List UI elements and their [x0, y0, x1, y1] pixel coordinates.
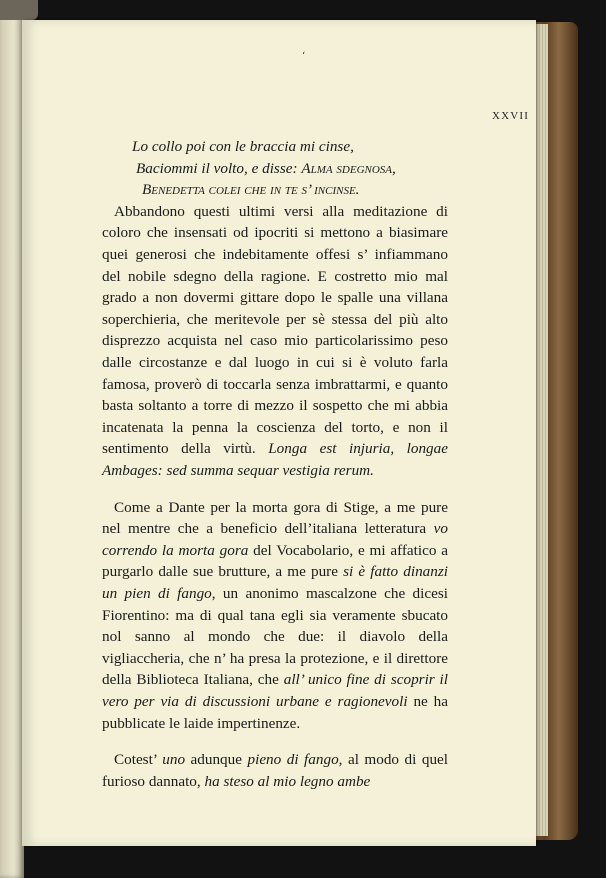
paragraph-1-run-latin: Longa est injuria, longae Ambages: sed summa sequar vestigia rerum.: [102, 440, 448, 479]
page-number: XXVII: [492, 110, 530, 122]
left-page-edge: [0, 0, 24, 878]
paragraph-3-run: adunque: [185, 751, 248, 769]
paragraph-2-run-italic: si è fatto dinanzi un pien di fango: [102, 563, 448, 603]
paragraph-3-run-italic: uno: [162, 751, 186, 769]
paragraph-3-run: Cotest’: [114, 751, 163, 769]
paragraph-2-run: , un anonimo mascalzone che dicesi Fiorentino: ma di qual tana egli sia veramente sbucato nol sanno al mondo che due: il diavolo della vigliaccheria, che n’ ha presa la protezione, e il direttore della Biblioteca Italiana, che: [102, 585, 448, 689]
top-mark: ‘: [302, 51, 306, 62]
paragraph-2-run: Come a Dante per la morta gora di Stige, a me pure nel mentre che a beneficio dell’italiana letteratura: [102, 498, 448, 538]
verse-line-1-text: Lo collo poi con le braccia mi cinse,: [132, 138, 354, 155]
verse-line-2: [102, 158, 448, 180]
verse-line-1: [102, 136, 448, 158]
paragraph-1-run: Abbandono questi ultimi versi alla meditazione di coloro che insensati od ipocriti si mettono a biasimare quei generosi che indebitamente offesi s’ infiammano del nobile sdegno della ragione. E costretto mio mal grado a non dovermi gittare dopo le spalle una villana soperchieria, che meritevole per sè stessa del più alto disprezzo acquista nel caso mio particolarissimo peso dalle circostanze e dal luogo in cui si è voluto farla famosa, proverò di toccarla senza imbrattarmi, e quanto basta soltanto a torre di mezzo il sospetto che mi abbia incatenata la penna la coscienza del torto, e non il sentimento della virtù.: [102, 202, 448, 458]
paragraph-2-run: ne ha pubblicate le laide impertinenze.: [102, 693, 449, 732]
paragraph-2-run: del Vocabolario, e mi affatico a purgarlo dalle sue brutture, a me pure: [102, 541, 448, 581]
paragraph-3-run-italic: pieno di fango: [247, 751, 339, 769]
verse-line-2-text: Baciommi il volto, e disse:: [136, 159, 302, 177]
verse-line-3: [102, 179, 448, 201]
book-page: [22, 20, 536, 846]
paragraph-1: [102, 201, 448, 482]
verse-line-3-smallcaps: Benedetta colei che in te s’ incinse.: [142, 181, 360, 199]
paragraph-2-run-italic: vo correndo la morta gora: [102, 520, 448, 559]
verse-line-2-smallcaps: Alma sdegnosa,: [301, 159, 396, 177]
paragraph-3: [102, 749, 448, 792]
paragraph-2: [102, 497, 448, 735]
paragraph-2-run-italic: all’ unico fine di scoprir il vero per via di discussioni urbane e ragionevoli: [102, 671, 448, 711]
paragraph-3-run: , al modo di quel furioso dannato,: [102, 751, 448, 790]
book-clasp: [0, 0, 38, 20]
paragraph-3-run-italic: ha steso al mio legno ambe: [204, 773, 371, 790]
page-text: [102, 136, 448, 808]
